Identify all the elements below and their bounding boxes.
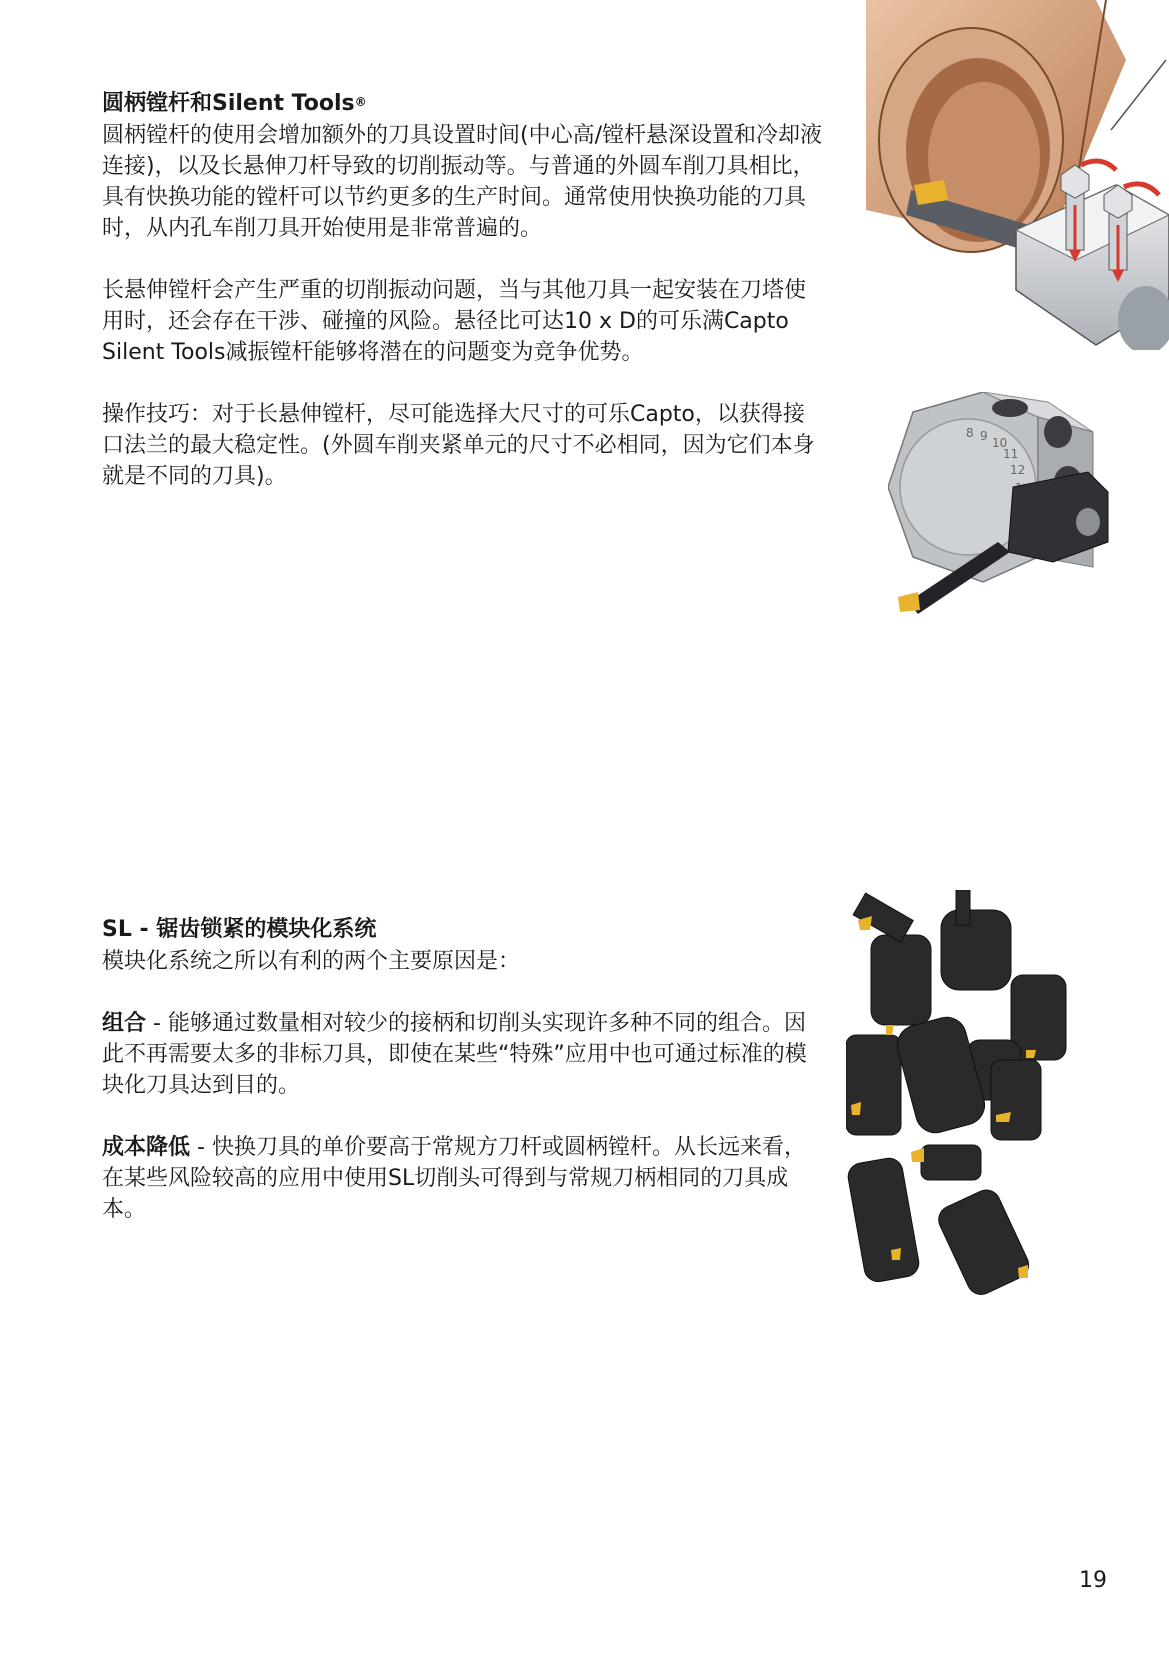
- insert-icon: [891, 1248, 901, 1260]
- registered-mark: ®: [354, 95, 367, 109]
- paragraph: 操作技巧：对于长悬伸镗杆，尽可能选择大尺寸的可乐Capto，以获得接口法兰的最大稳定性。(外圆车削夹紧单元的尺寸不必相同，因为它们本身就是不同的刀具)。: [102, 402, 815, 489]
- insert-icon: [886, 1025, 894, 1035]
- title-text: 圆柄镗杆和Silent Tools: [102, 91, 355, 116]
- paragraph: 长悬伸镗杆会产生严重的切削振动问题，当与其他刀具一起安装在刀塔使用时，还会存在干涉、碰撞的风险。悬径比可达10 x D的可乐满Capto Silent Tools减振镗杆能够将潜在的问题变为竞争优势。: [102, 278, 807, 365]
- term-label: 组合: [102, 1011, 147, 1036]
- dial-number: 12: [1010, 463, 1026, 477]
- dial-number: 8: [966, 426, 974, 440]
- paragraph: 圆柄镗杆的使用会增加额外的刀具设置时间(中心高/镗杆悬深设置和冷却液连接)，以及长悬伸刀杆导致的切削振动等。与普通的外圆车削刀具相比，具有快换功能的镗杆可以节约更多的生产时间。通常使用快换功能的刀具时，从内孔车削刀具开始使用是非常普遍的。: [102, 123, 822, 241]
- insert-icon: [911, 1148, 924, 1162]
- paragraph: [102, 1132, 822, 1225]
- section-sl-modular: [102, 914, 822, 1225]
- term-text: - 能够通过数量相对较少的接柄和切削头实现许多种不同的组合。因此不再需要太多的非标刀具，即使在某些“特殊”应用中也可通过标准的模块化刀具达到目的。: [102, 1011, 807, 1098]
- term-text: - 快换刀具的单价要高于常规方刀杆或圆柄镗杆。从长远来看，在某些风险较高的应用中使用SL切削头可得到与常规刀柄相同的刀具成本。: [102, 1135, 806, 1222]
- section-title: SL - 锯齿锁紧的模块化系统: [102, 917, 377, 942]
- paragraph: [102, 1008, 822, 1101]
- term-label: 成本降低: [102, 1135, 191, 1160]
- sl-tools-collection: [846, 890, 1106, 1350]
- turret-illustration: [888, 392, 1120, 642]
- section-boring-bars: [102, 88, 822, 492]
- dial-number: 9: [980, 429, 988, 443]
- section-title: [102, 88, 822, 120]
- insert-icon: [898, 592, 920, 612]
- page-number: 19: [1079, 1568, 1107, 1593]
- dial-number: 10: [992, 436, 1008, 450]
- dial-number: 11: [1003, 447, 1019, 461]
- paragraph: 模块化系统之所以有利的两个主要原因是：: [102, 949, 521, 974]
- boring-bar-illustration: [866, 0, 1169, 350]
